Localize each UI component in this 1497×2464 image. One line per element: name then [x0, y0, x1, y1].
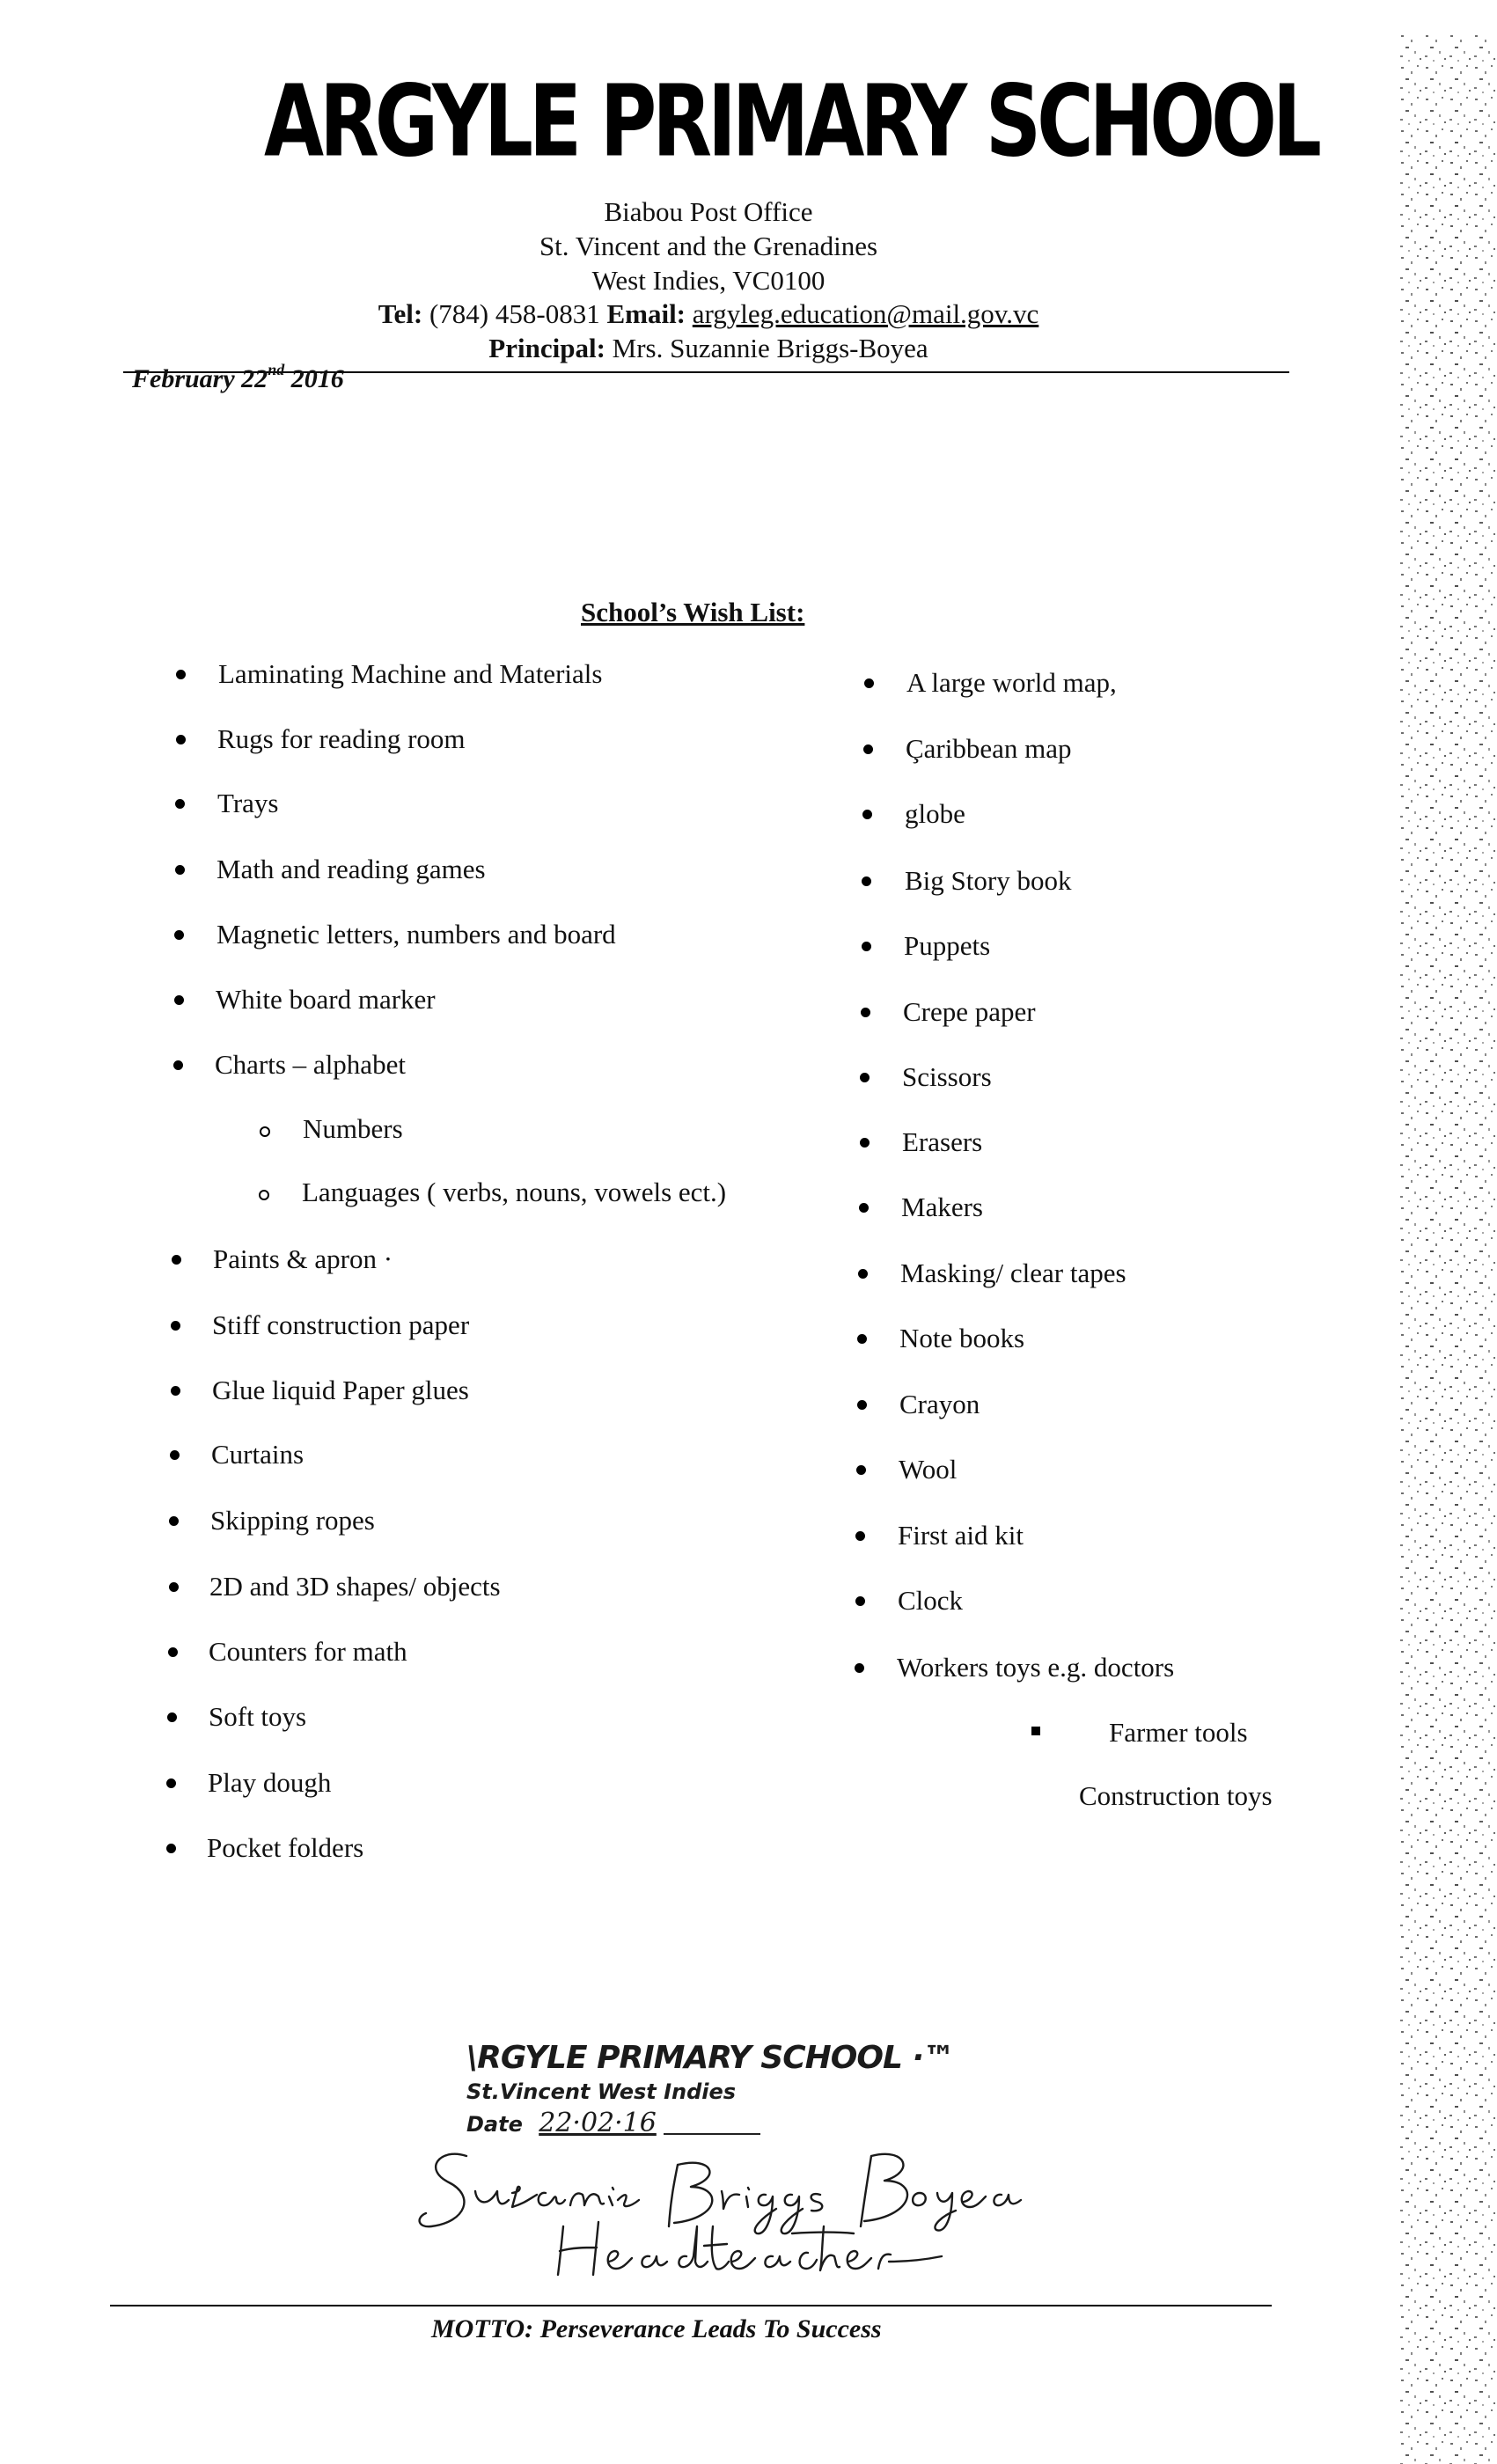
bullet-icon: [174, 995, 184, 1005]
bullet-icon: [856, 1465, 866, 1475]
email-link[interactable]: argyleg.education@mail.gov.vc: [692, 298, 1039, 329]
bullet-icon: [855, 1596, 865, 1606]
list-item: Makers: [901, 1192, 983, 1222]
contact-line: [264, 297, 1153, 331]
list-item: Scissors: [902, 1061, 992, 1092]
date-month-day: February 22: [132, 364, 268, 393]
bullet-icon: [175, 799, 185, 809]
tel-label: Tel:: [378, 298, 423, 329]
list-subitem: Farmer tools: [1109, 1717, 1248, 1748]
school-stamp: [466, 2040, 954, 2138]
list-item: Math and reading games: [216, 854, 486, 884]
wish-list-heading: School’s Wish List:: [581, 597, 805, 627]
list-item: 2D and 3D shapes/ objects: [209, 1571, 501, 1602]
school-name: ARGYLE PRIMARY SCHOOL: [264, 62, 1317, 180]
list-item: Stiff construction paper: [212, 1309, 470, 1340]
bullet-icon: [166, 1844, 176, 1853]
list-item: White board marker: [216, 984, 436, 1015]
list-subitem: Languages ( verbs, nouns, vowels ect.): [302, 1177, 727, 1207]
address-line: St. Vincent and the Grenadines: [539, 231, 878, 261]
principal-label: Principal:: [488, 333, 605, 363]
bullet-icon: [167, 1712, 177, 1722]
list-item: Rugs for reading room: [217, 723, 466, 754]
list-item: Workers toys e.g. doctors: [897, 1652, 1175, 1683]
bullet-icon: [855, 1531, 865, 1541]
bullet-icon: [862, 810, 872, 819]
letter-date: [132, 361, 344, 394]
stamp-location: St.Vincent West Indies: [466, 2079, 737, 2104]
list-subitem: Construction toys: [1079, 1780, 1273, 1811]
list-item: Soft toys: [209, 1701, 307, 1732]
school-motto: MOTTO: Perseverance Leads To Success: [431, 2314, 882, 2343]
list-item: Masking/ clear tapes: [900, 1258, 1126, 1288]
bullet-icon: [857, 1400, 867, 1410]
list-item: Puppets: [904, 930, 991, 961]
bullet-icon: [170, 1450, 180, 1460]
list-item: Wool: [899, 1454, 958, 1485]
list-item: globe: [905, 798, 965, 829]
bullet-icon: [175, 865, 185, 875]
list-item: Crayon: [899, 1389, 980, 1419]
sub-bullet-icon: [259, 1190, 269, 1200]
principal-line: [264, 332, 1153, 365]
bullet-icon: [862, 942, 871, 951]
footer-divider: [110, 2305, 1272, 2306]
date-year: 2016: [290, 364, 344, 393]
bullet-icon: [862, 876, 871, 886]
bullet-icon: [860, 1138, 870, 1148]
bullet-icon: [861, 1008, 870, 1017]
bullet-icon: [860, 1073, 870, 1082]
list-item: Big Story book: [905, 865, 1072, 896]
stamp-date-label: Date: [466, 2112, 523, 2137]
bullet-icon: [166, 1778, 176, 1788]
address-line: West Indies, VC0100: [591, 265, 826, 296]
bullet-icon: [176, 735, 186, 744]
list-subitem: Numbers: [303, 1113, 403, 1144]
bullet-icon: [864, 678, 874, 688]
bullet-icon: [174, 930, 184, 940]
list-item: Clock: [898, 1585, 964, 1616]
bullet-icon: [169, 1582, 179, 1592]
bullet-icon: [857, 1334, 867, 1344]
list-item: Note books: [899, 1323, 1025, 1353]
stamp-date-value: 22·02·16: [539, 2108, 657, 2138]
list-item: Skipping ropes: [210, 1505, 375, 1536]
bullet-icon: [855, 1663, 864, 1673]
bullet-icon: [173, 1060, 183, 1070]
signature-image: [414, 2130, 1030, 2279]
list-item: Çaribbean map: [906, 733, 1072, 764]
list-item: Counters for math: [209, 1636, 407, 1667]
stamp-school-name: \RGYLE PRIMARY SCHOOL ·™: [466, 2040, 955, 2076]
bullet-icon: [171, 1321, 180, 1331]
scan-edge-noise: [1374, 0, 1497, 2464]
list-item: Erasers: [902, 1126, 983, 1157]
principal-name: Mrs. Suzannie Briggs-Boyea: [612, 333, 928, 363]
list-item: Trays: [217, 788, 279, 818]
bullet-icon: [863, 744, 873, 754]
list-item: Charts – alphabet: [215, 1049, 406, 1080]
date-suffix: nd: [268, 361, 285, 378]
bullet-icon: [176, 670, 186, 679]
list-item: Crepe paper: [903, 996, 1036, 1027]
list-item: Laminating Machine and Materials: [218, 658, 603, 689]
list-item: Paints & apron ·: [213, 1243, 393, 1274]
list-item: Curtains: [211, 1439, 305, 1470]
address-line: Biabou Post Office: [604, 196, 813, 227]
list-item: A large world map,: [906, 667, 1117, 698]
bullet-icon: [172, 1255, 181, 1265]
bullet-icon: [859, 1203, 869, 1213]
bullet-icon: [168, 1647, 178, 1657]
sub-bullet-icon: [260, 1126, 270, 1137]
tel-value: (784) 458-0831: [429, 298, 600, 329]
list-item: Magnetic letters, numbers and board: [216, 919, 616, 950]
list-item: First aid kit: [898, 1520, 1024, 1551]
email-label: Email:: [606, 298, 686, 329]
list-item: Pocket folders: [207, 1832, 364, 1863]
list-item: Glue liquid Paper glues: [212, 1375, 469, 1405]
bullet-icon: [169, 1516, 179, 1526]
list-item: Play dough: [208, 1767, 332, 1798]
bullet-icon: [858, 1269, 868, 1279]
bullet-icon: [171, 1386, 180, 1396]
square-bullet-icon: [1031, 1727, 1040, 1735]
